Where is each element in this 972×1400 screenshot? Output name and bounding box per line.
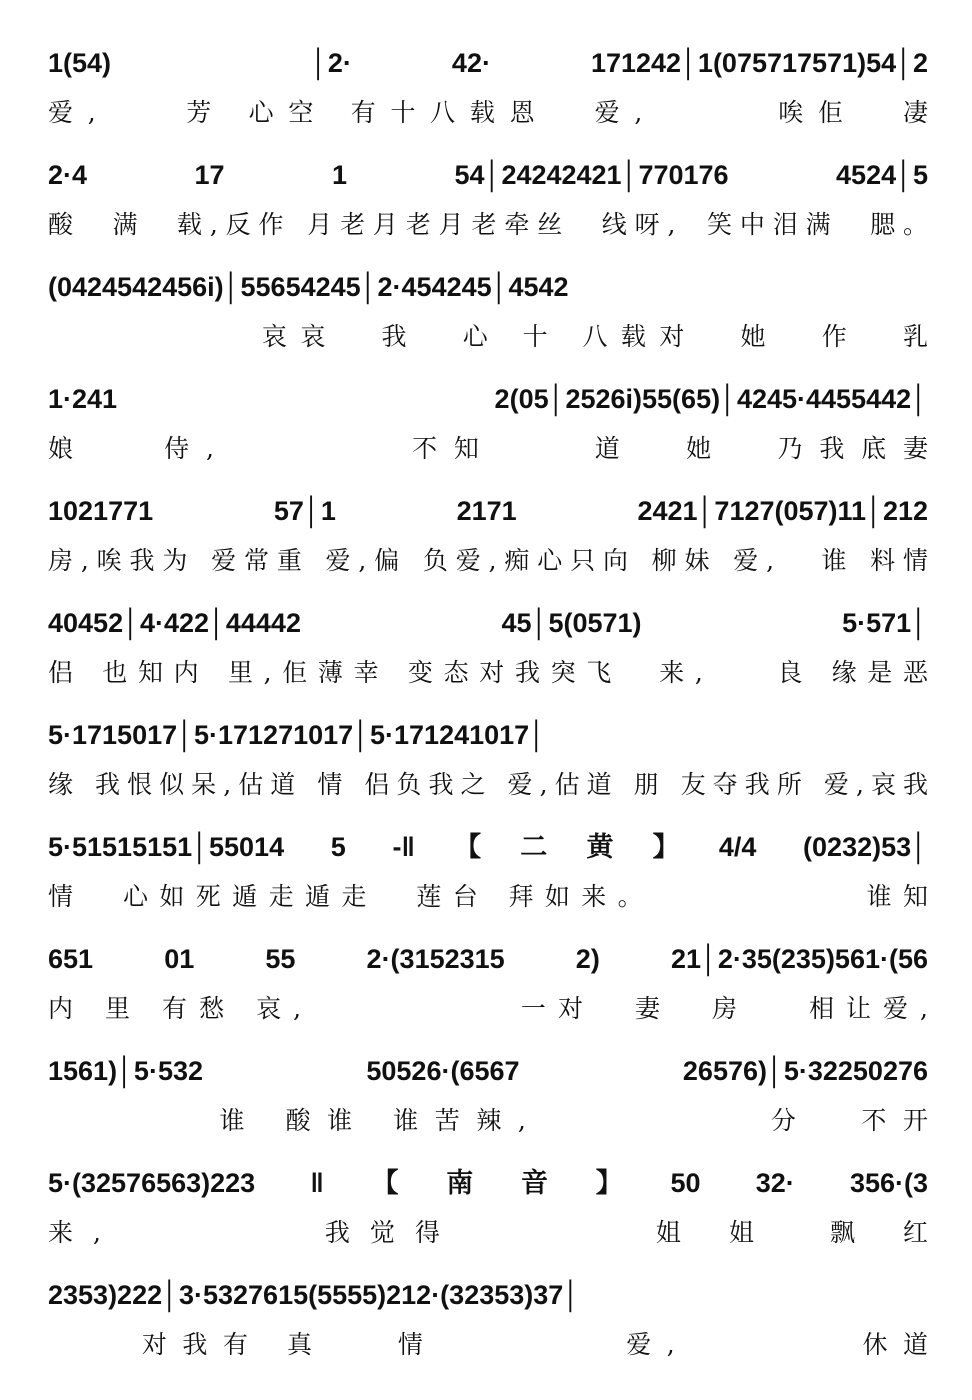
notation-line: 1021771 57│1 2171 2421│7127(057)11│212 bbox=[48, 496, 928, 526]
lyric-line: 娘 侍, 不知 道 她 乃我底妻 bbox=[48, 434, 928, 463]
lyric-line: 对我有 真 情 爱, 休道 bbox=[48, 1330, 928, 1359]
score-system bbox=[48, 262, 928, 374]
lyric-line: 缘 我恨似呆,估道 情 侣负我之 爱,估道 朋 友夺我所 爱,哀我 bbox=[48, 770, 928, 799]
lyric-line: 酸 满 载,反作 月老月老月老牵丝 线呀, 笑中泪满 腮。 bbox=[48, 210, 928, 239]
notation-line: (0424542456i)│55654245│2·454245│4542 bbox=[48, 272, 569, 302]
notation-line: 40452│4·422│44442 45│5(0571) 5·571│ bbox=[48, 608, 928, 638]
score-system bbox=[48, 1270, 928, 1382]
score-system bbox=[48, 374, 928, 486]
notation-line: 651 01 55 2·(3152315 2) 21│2·35(235)561·(56 bbox=[48, 944, 928, 974]
notation-line: 5·1715017│5·171271017│5·171241017│ bbox=[48, 720, 547, 750]
notation-line: 1·241 2(05│2526i)55(65)│4245·4455442│ bbox=[48, 384, 928, 414]
score-system bbox=[48, 598, 928, 710]
lyric-line: 内 里 有愁 哀, 一对 妻 房 相让爱, bbox=[48, 994, 928, 1023]
score-system bbox=[48, 486, 928, 598]
notation-line: 2353)222│3·5327615(5555)212·(32353)37│ bbox=[48, 1280, 581, 1310]
score-system bbox=[48, 150, 928, 262]
lyric-line: 哀哀 我 心 十 八载对 她 作 乳 bbox=[48, 322, 928, 351]
score-system bbox=[48, 934, 928, 1046]
lyric-line: 来, 我觉得 姐 姐 飘 红 bbox=[48, 1218, 928, 1247]
lyric-line: 房,唉我为 爱常重 爱,偏 负爱,痴心只向 柳妹 爱, 谁 料情 bbox=[48, 546, 928, 575]
score-system bbox=[48, 38, 928, 150]
notation-line: 1(54) │2· 42· 171242│1(075717571)54│2 bbox=[48, 48, 928, 78]
score-system bbox=[48, 1158, 928, 1270]
notation-line: 5·51515151│55014 5 -‖【二黄】4/4 (0232)53│ bbox=[48, 832, 928, 862]
lyric-line: 侣 也知内 里,佢薄幸 变态对我突飞 来, 良 缘是恶 bbox=[48, 658, 928, 687]
score-system bbox=[48, 822, 928, 934]
notation-line: 5·(32576563)223 ‖【南音】50 32· 356·(3 bbox=[48, 1168, 928, 1198]
notation-line: 1561)│5·532 50526·(6567 26576)│5·32250276 bbox=[48, 1056, 928, 1086]
lyric-line: 情 心如死遁走遁走 莲台 拜如来。 谁知 bbox=[48, 882, 928, 911]
score-system bbox=[48, 1046, 928, 1158]
score-system bbox=[48, 710, 928, 822]
lyric-line: 谁 酸谁 谁苦辣, 分 不开 bbox=[48, 1106, 928, 1135]
lyric-line: 爱, 芳 心空 有十八载恩 爱, 唉佢 凄 bbox=[48, 98, 928, 127]
notation-line: 2·4 17 1 54│24242421│770176 4524│5 bbox=[48, 160, 928, 190]
